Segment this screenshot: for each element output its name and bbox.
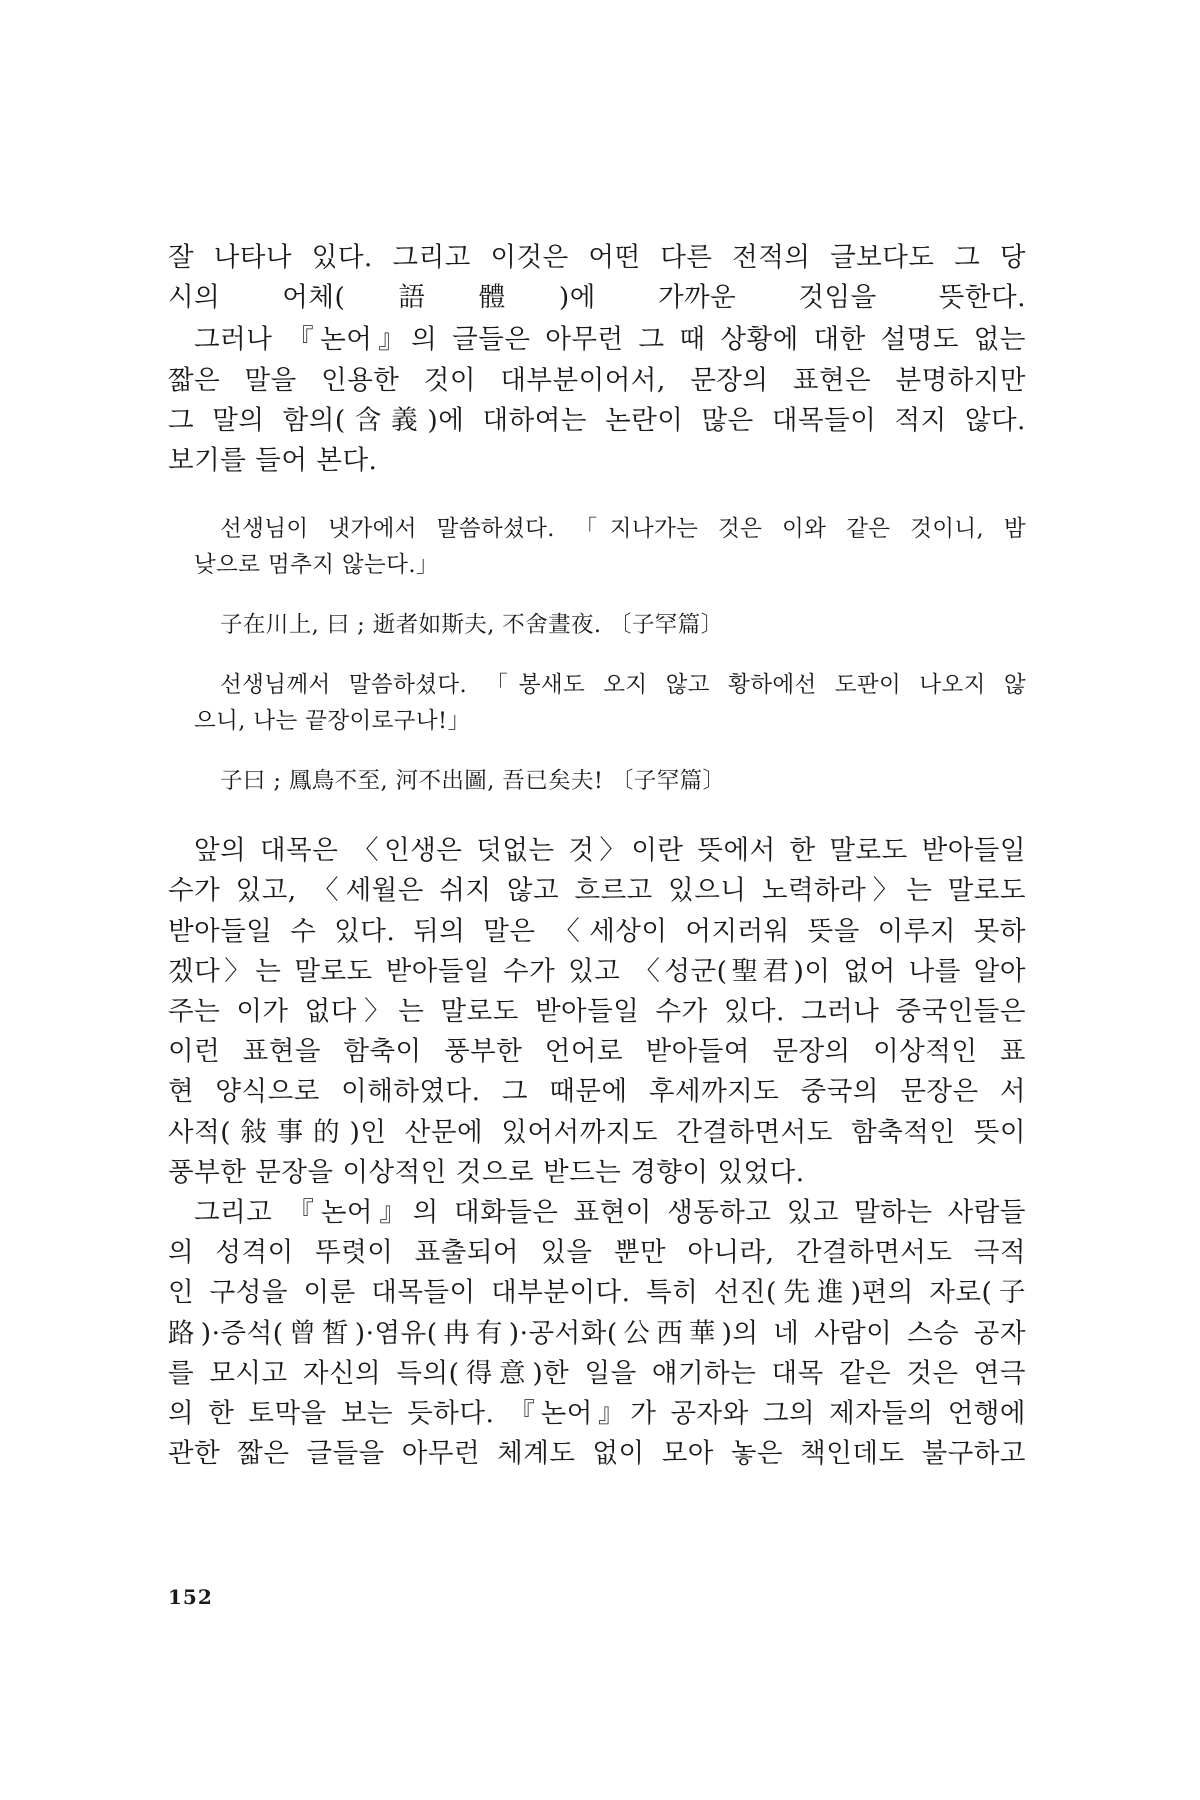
page-content <box>168 238 1026 1474</box>
text-line: 잘 나타나 있다. 그리고 이것은 어떤 다른 전적의 글보다도 그 당 <box>168 242 1026 273</box>
text-line: 으니, 나는 끝장이로구나!」 <box>194 708 471 735</box>
text-line: 시의 어체(語體)에 가까운 것임을 뜻한다. <box>168 282 1026 314</box>
quote-translation-1 <box>194 511 1026 583</box>
quote-original-1: 子在川上, 曰 ; 逝者如斯夫, 不舍晝夜. 〔子罕篇〕 <box>220 612 724 639</box>
text-line: 앞의 대목은 〈인생은 덧없는 것〉이란 뜻에서 한 말로도 받아들일 <box>194 835 1026 867</box>
quote-translation-2 <box>194 667 1026 739</box>
text-line: 路)·증석(曾皙)·염유(冉有)·공서화(公西華)의 네 사람이 스승 공자 <box>168 1317 1026 1349</box>
text-line: 사적(敍事的)인 산문에 있어서까지도 간결하면서도 함축적인 뜻이 <box>168 1116 1026 1148</box>
text-line: 선생님께서 말씀하셨다. 「봉새도 오지 않고 황하에선 도판이 나오지 않 <box>220 672 1026 699</box>
text-line: 겠다〉는 말로도 받아들일 수가 있고 〈성군(聖君)이 없어 나를 알아 <box>168 955 1026 987</box>
text-line: 인 구성을 이룬 대목들이 대부분이다. 특히 선진(先進)편의 자로(子 <box>168 1277 1026 1309</box>
text-line: 짧은 말을 인용한 것이 대부분이어서, 문장의 표현은 분명하지만 <box>168 364 1026 396</box>
text-line: 그러나 『논어』의 글들은 아무런 그 때 상황에 대한 설명도 없는 <box>194 324 1026 356</box>
text-line: 주는 이가 없다〉는 말로도 받아들일 수가 있다. 그러나 중국인들은 <box>168 996 1026 1028</box>
text-line: 현 양식으로 이해하였다. 그 때문에 후세까지도 중국의 문장은 서 <box>168 1076 1026 1108</box>
text-line: 의 한 토막을 보는 듯하다. 『논어』가 공자와 그의 제자들의 언행에 <box>168 1398 1026 1430</box>
text-line: 낮으로 멈추지 않는다.」 <box>194 552 439 579</box>
paragraph-1 <box>168 238 1026 318</box>
text-line: 의 성격이 뚜렷이 표출되어 있을 뿐만 아니라, 간결하면서도 극적 <box>168 1237 1026 1269</box>
quotation-block <box>168 511 1026 799</box>
text-line: 를 모시고 자신의 득의(得意)한 일을 얘기하는 대목 같은 것은 연극 <box>168 1357 1026 1389</box>
text-line: 관한 짧은 글들을 아무런 체계도 없이 모아 놓은 책인데도 불구하고 <box>168 1438 1026 1470</box>
text-line: 풍부한 문장을 이상적인 것으로 받드는 경향이 있었다. <box>168 1156 805 1188</box>
text-line: 그리고 『논어』의 대화들은 표현이 생동하고 있고 말하는 사람들 <box>194 1197 1026 1229</box>
text-line: 이런 표현을 함축이 풍부한 언어로 받아들여 문장의 이상적인 표 <box>168 1036 1026 1068</box>
paragraph-4 <box>168 1193 1026 1474</box>
text-line: 선생님이 냇가에서 말씀하셨다. 「지나가는 것은 이와 같은 것이니, 밤 <box>220 516 1026 543</box>
text-line: 보기를 들어 본다. <box>168 445 378 477</box>
text-line: 그 말의 함의(含義)에 대하여는 논란이 많은 대목들이 적지 않다. <box>168 404 1026 436</box>
text-line: 수가 있고, 〈세월은 쉬지 않고 흐르고 있으니 노력하라〉는 말로도 <box>168 875 1026 907</box>
paragraph-3 <box>168 831 1026 1193</box>
quote-original-2: 子曰 ; 鳳鳥不至, 河不出圖, 吾已矣夫! 〔子罕篇〕 <box>220 768 726 795</box>
text-line: 받아들일 수 있다. 뒤의 말은 〈세상이 어지러워 뜻을 이루지 못하 <box>168 915 1026 947</box>
paragraph-2 <box>168 320 1026 481</box>
page-number: 152 <box>168 1585 213 1609</box>
